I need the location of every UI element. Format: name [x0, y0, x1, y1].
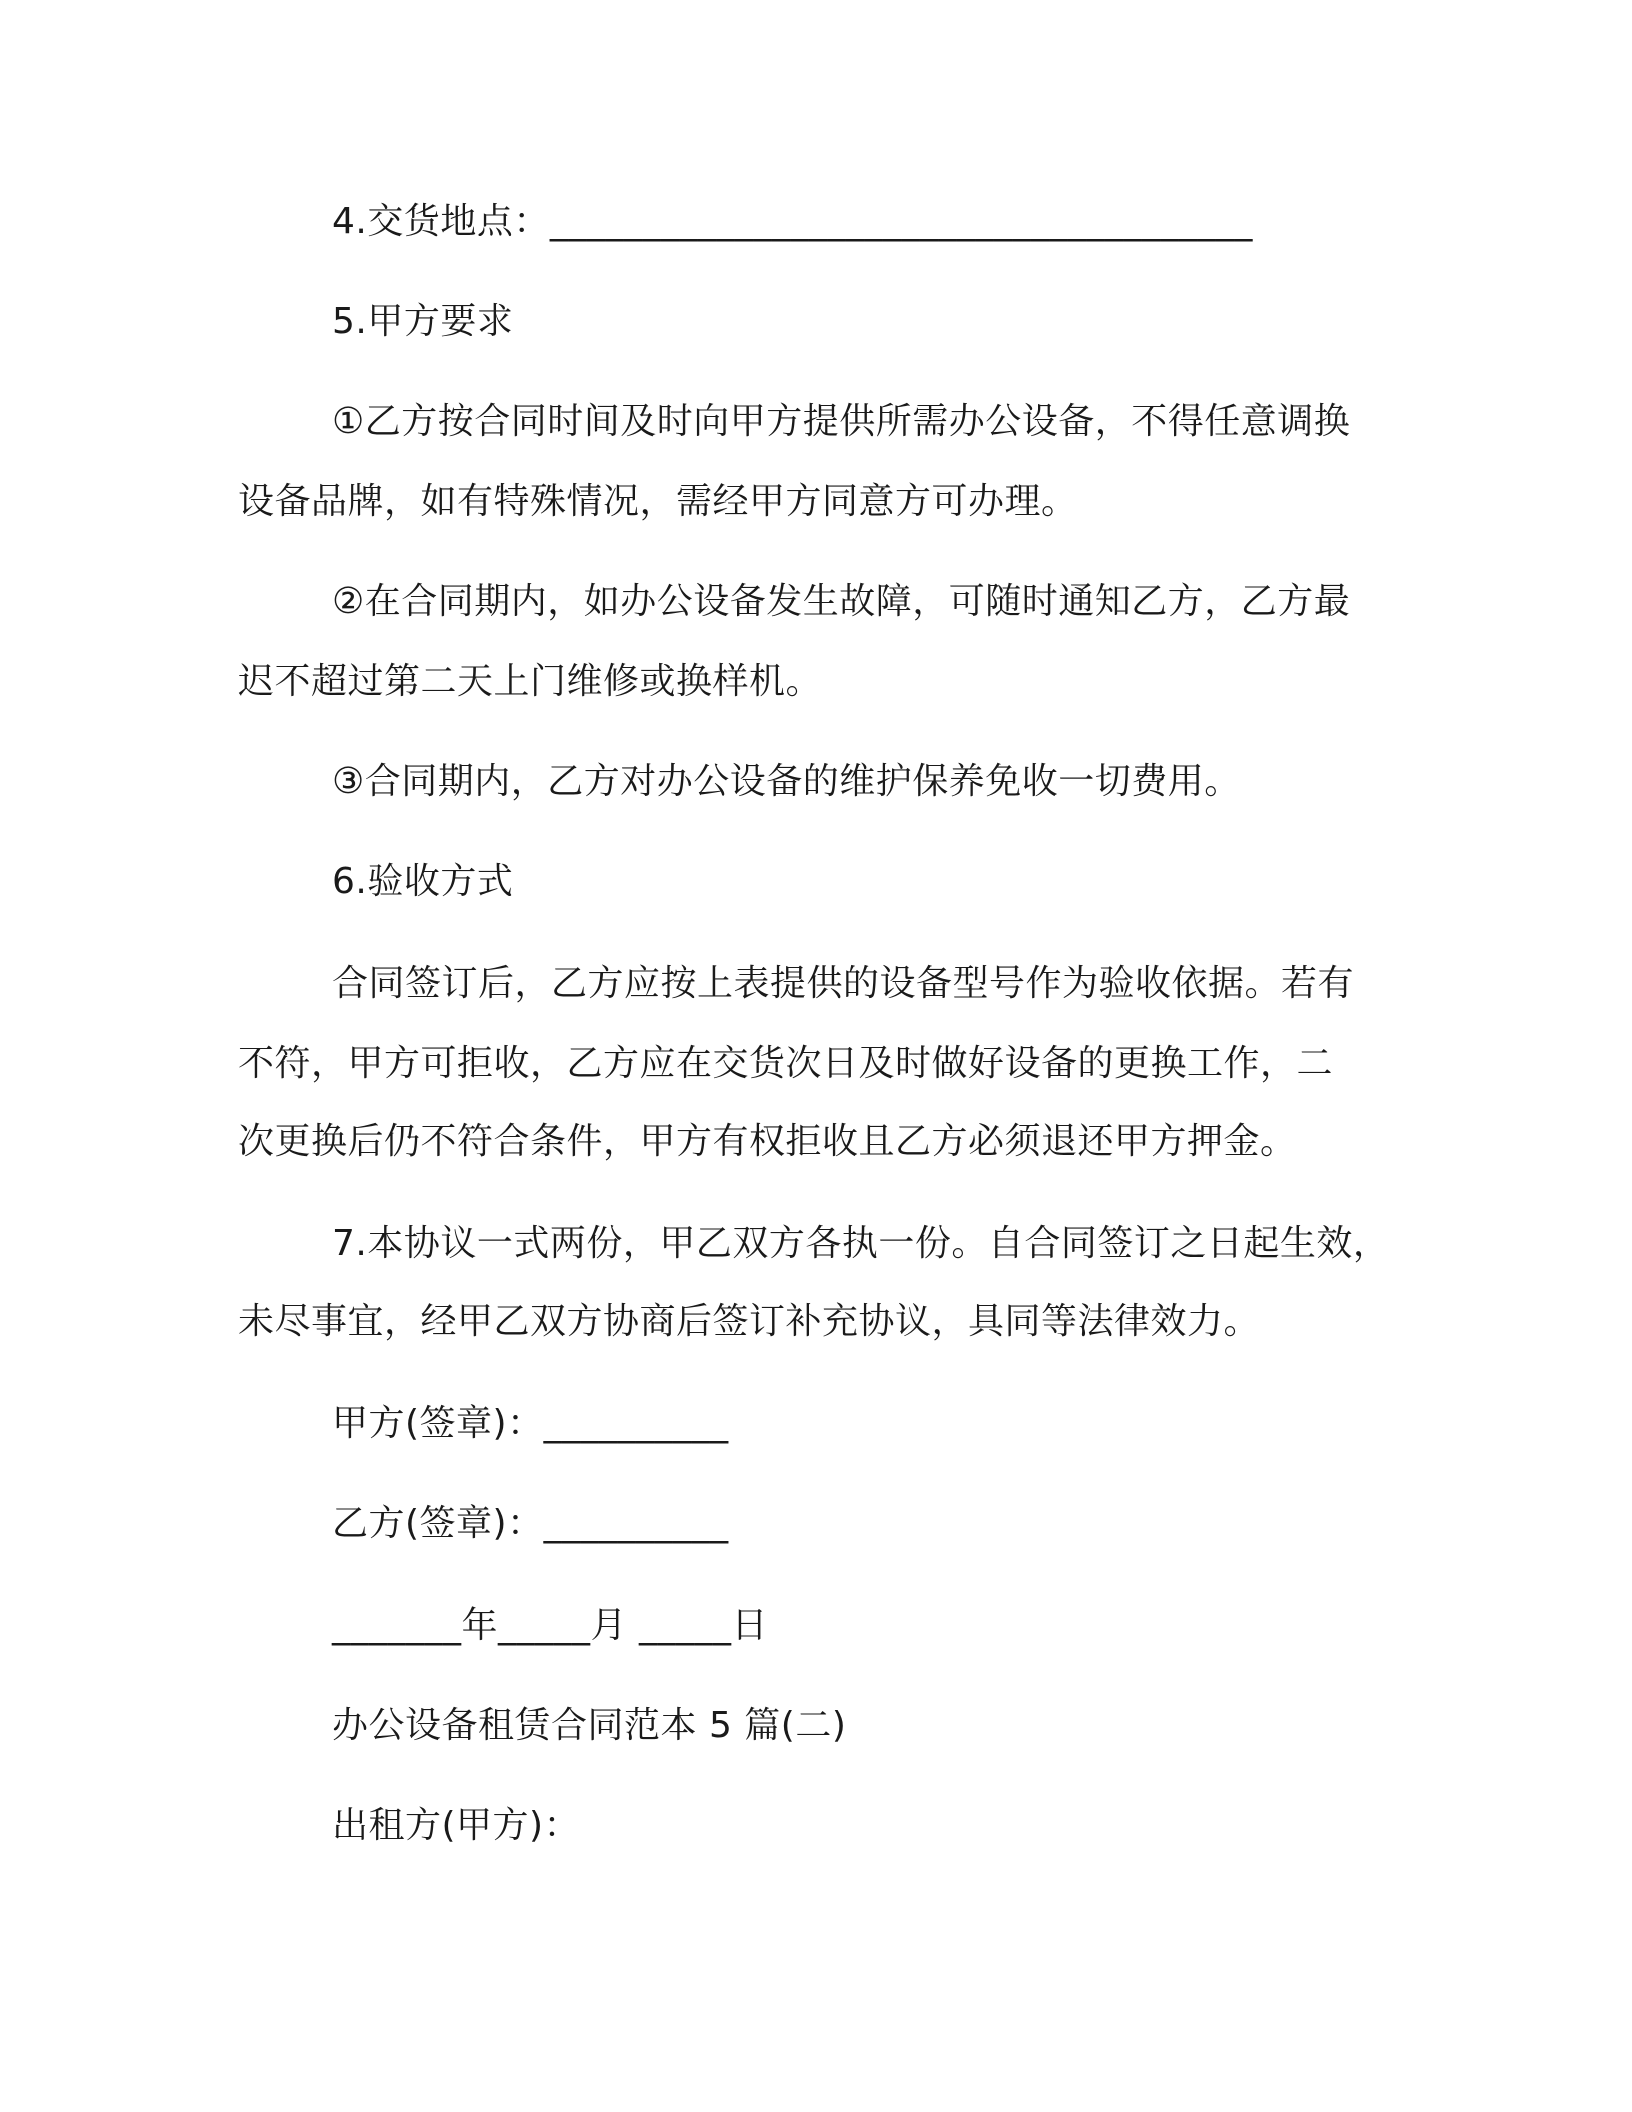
- date-line: _______年_____月 _____日: [332, 1605, 768, 1646]
- lessor-party-a-line: 出租方(甲方)：: [332, 1805, 581, 1846]
- requirement-3-line: ③合同期内，乙方对办公设备的维护保养免收一切费用。: [332, 761, 1241, 802]
- party-a-requirements-heading: 5.甲方要求: [332, 301, 514, 342]
- agreement-clause-line-2: 未尽事宜，经甲乙双方协商后签订补充协议，具同等法律效力。: [238, 1301, 1261, 1342]
- acceptance-paragraph-line-2: 不符，甲方可拒收，乙方应在交货次日及时做好设备的更换工作，二: [238, 1043, 1334, 1084]
- section-title: 办公设备租赁合同范本 5 篇(二): [332, 1705, 847, 1746]
- requirement-2-line-2: 迟不超过第二天上门维修或换样机。: [238, 661, 823, 702]
- delivery-location-line: 4.交货地点：______________________________________: [332, 201, 1253, 242]
- acceptance-paragraph-line-3: 次更换后仍不符合条件，甲方有权拒收且乙方必须退还甲方押金。: [238, 1121, 1297, 1162]
- requirement-1-line-1: ①乙方按合同时间及时向甲方提供所需办公设备，不得任意调换: [332, 401, 1351, 442]
- acceptance-paragraph-line-1: 合同签订后，乙方应按上表提供的设备型号作为验收依据。若有: [332, 963, 1355, 1004]
- requirement-2-line-1: ②在合同期内，如办公设备发生故障，可随时通知乙方，乙方最: [332, 581, 1351, 622]
- acceptance-method-heading: 6.验收方式: [332, 861, 514, 902]
- requirement-1-line-2: 设备品牌，如有特殊情况，需经甲方同意方可办理。: [238, 481, 1078, 522]
- agreement-clause-line-1: 7.本协议一式两份，甲乙双方各执一份。自合同签订之日起生效，: [332, 1223, 1390, 1264]
- party-a-signature-line: 甲方(签章)：__________: [332, 1403, 729, 1444]
- party-b-signature-line: 乙方(签章)：__________: [332, 1503, 729, 1544]
